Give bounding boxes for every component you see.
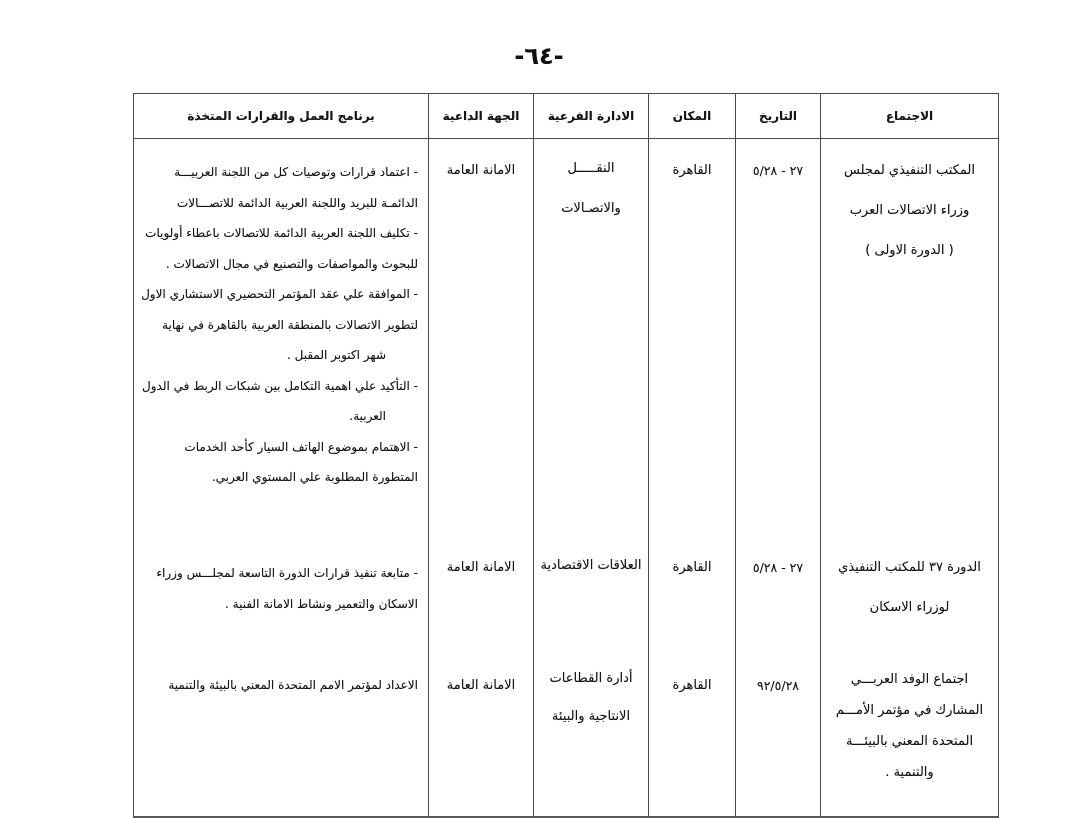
text-line: لوزراء الاسكان: [869, 600, 950, 615]
cell-date: ٩٢/٥/٢٨: [736, 654, 821, 817]
table-header: [134, 94, 999, 139]
cell-inviting: الامانة العامة: [429, 654, 534, 817]
cell-location: القاهرة: [649, 139, 736, 537]
text-line: - متابعة تنفيذ قرارات الدورة التاسعة لمجلـــس وزراء: [156, 566, 418, 580]
cell-meeting: [821, 139, 999, 537]
cell-sub_admin: [534, 536, 649, 654]
cell-inviting: الامانة العامة: [429, 536, 534, 654]
text-line: - الاهتمام بموضوع الهاتف السيار كأحد الخدمات: [184, 439, 418, 454]
text-line: المكتب التنفيذي لمجلس: [844, 163, 975, 178]
text-line: للبحوث والمواصفات والتصنيع في مجال الاتصالات .: [165, 256, 418, 271]
cell-date: ٥/٢٨ - ٢٧: [736, 536, 821, 654]
cell-sub_admin: [534, 654, 649, 817]
cell-location: القاهرة: [649, 536, 736, 654]
column-header-inviting: الجهة الداعية: [429, 94, 534, 139]
cell-date: ٥/٢٨ - ٢٧: [736, 139, 821, 537]
cell-program: [134, 654, 429, 817]
text-line: المتطورة المطلوبة علي المستوي العربي.: [211, 470, 418, 484]
cell-location: القاهرة: [649, 654, 736, 817]
text-line: الانتاجية والبيئة: [551, 709, 631, 724]
column-header-date: التاريخ: [736, 94, 821, 139]
column-header-meeting: الاجتماع: [821, 94, 999, 139]
text-line: والاتصـالات: [561, 201, 621, 216]
cell-meeting: [821, 654, 999, 817]
text-line: الدورة ٣٧ للمكتب التنفيذي: [838, 560, 981, 575]
table-row: [134, 536, 999, 654]
table-row: [134, 139, 999, 537]
cell-inviting: الامانة العامة: [429, 139, 534, 537]
cell-program: [134, 139, 429, 537]
text-line: العربية.: [349, 409, 386, 423]
text-line: وزراء الاتصالات العرب: [849, 203, 970, 218]
text-line: العلاقات الاقتصادية: [540, 558, 642, 573]
cell-sub_admin: [534, 139, 649, 537]
table-row: [134, 654, 999, 817]
text-line: النقـــــل: [567, 161, 615, 176]
cell-program: [134, 536, 429, 654]
column-header-location: المكان: [649, 94, 736, 139]
text-line: الاعداد لمؤتمر الامم المتحدة المعني بالبيئة والتنمية: [168, 678, 418, 692]
text-line: الدائمـة للبريد واللجنة العربية الدائمة للاتصـــالات: [176, 195, 418, 210]
page-number: -٦٤-: [514, 42, 564, 70]
text-line: - اعتماد قرارات وتوصيات كل من اللجنة العربيـــة: [174, 165, 418, 179]
text-line: لتطوير الاتصالات بالمنطقة العربية بالقاهرة في نهاية: [162, 317, 418, 332]
table-body: [134, 139, 999, 818]
column-header-program: برنامج العمل والقرارات المتخذة: [134, 94, 429, 139]
header-row: [134, 94, 999, 139]
column-header-sub_admin: الادارة الفرعية: [534, 94, 649, 139]
text-line: - تكليف اللجنة العربية الدائمة للاتصالات باعطاء أولويات: [145, 226, 418, 240]
text-line: الاسكان والتعمير ونشاط الامانة الفنية .: [225, 596, 418, 611]
text-line: والتنمية .: [885, 765, 934, 780]
text-line: - الموافقة علي عقد المؤتمر التحضيري الاستشاري الاول: [141, 287, 418, 301]
meetings-table: [133, 93, 999, 818]
text-line: اجتماع الوفد العربـــي: [850, 672, 969, 687]
text-line: المتحدة المعني بالبيئـــة: [845, 734, 974, 749]
cell-meeting: [821, 536, 999, 654]
text-line: المشارك في مؤتمر الأمـــم: [835, 703, 984, 718]
text-line: ( الدورة الاولى ): [865, 243, 954, 258]
text-line: - التأكيد علي اهمية التكامل بين شبكات الربط في الدول: [142, 378, 418, 393]
text-line: شهر اكتوبر المقبل .: [287, 348, 386, 362]
text-line: أدارة القطاعات: [549, 671, 633, 686]
